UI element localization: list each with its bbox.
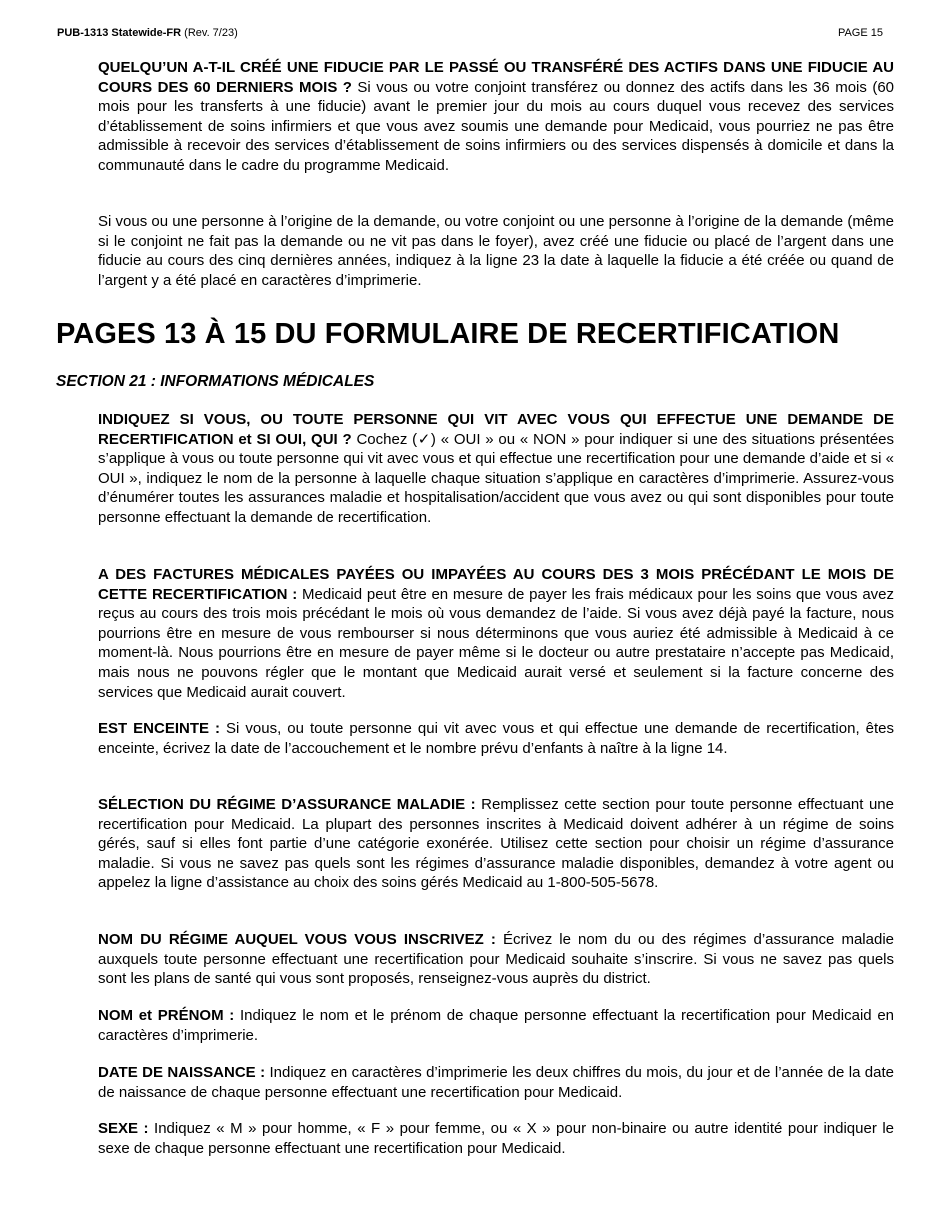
- paragraph-text: Si vous, ou toute personne qui vit avec vous et qui effectue une demande de recertification, êtes enceinte, écrivez la date de l’accouchement et le nombre prévu d’enfants à naître à la ligne 14.: [98, 720, 894, 757]
- paragraph-plan-name: [98, 930, 894, 989]
- paragraph-heading: SEXE :: [98, 1120, 149, 1137]
- intro-paragraph-trust: [98, 58, 894, 176]
- paragraph-text: Cochez (✓) « OUI » ou « NON » pour indiquer si une des situations présentées s’applique à vous ou toute personne qui vit avec vous et qui effectue une recertification pour une demande d’aide et si « OUI », indiquez le nom de la personne à laquelle chaque situation s’applique en caractères d’imprimerie. Assurez-vous d’énumérer toutes les assurances maladie et hospitalisation/accident que vous avez ou qui sont disponibles pour toute personne effectuant la demande de recertification.: [98, 430, 895, 526]
- paragraph-heading: A DES FACTURES MÉDICALES PAYÉES OU IMPAYÉES AU COURS DES 3 MOIS PRÉCÉDANT LE MOIS DE CETTE RECERTIFICATION :: [98, 566, 894, 603]
- paragraph-text: Medicaid peut être en mesure de payer les frais médicaux pour les soins que vous avez reçus au cours des trois mois précédant le mois où vous demandez de l’aide. Si vous avez déjà payé la facture, nous pourrions être en mesure de vous rembourser si nous déterminons que vous auriez été admissible à Medicaid à ce moment-là. Nous pourrions être en mesure de payer même si le docteur ou autre prestataire n’accepte pas Medicaid, mais nous ne pouvons régler que le montant que Medicaid aurait versé et seulement si la facture concerne des services que Medicaid aurait couvert.: [98, 585, 894, 701]
- paragraph-heading: EST ENCEINTE :: [98, 720, 221, 737]
- paragraph-text: Indiquez en caractères d’imprimerie les deux chiffres du mois, du jour et de l’année de la date de naissance de chaque personne effectuant une recertification pour Medicaid.: [98, 1064, 895, 1101]
- paragraph-text: Si vous ou votre conjoint transférez ou donnez des actifs dans les 36 mois (60 mois pour les transferts à une fiducie) avant le premier jour du mois au cours duquel vous recevez des services d’établissement de soins infirmiers et que vous avez soumis une demande pour Medicaid, vous pourriez ne pas être admissible à recevoir des services d’établissement de soins infirmiers ou des services dispensés à domicile et dans la communauté dans le cadre du programme Medicaid.: [98, 78, 895, 174]
- paragraph-recertification-who: [98, 410, 894, 528]
- paragraph-heading: QUELQU’UN A-T-IL CRÉÉ UNE FIDUCIE PAR LE PASSÉ OU TRANSFÉRÉ DES ACTIFS DANS UNE FIDUCIE AU COURS DES 60 DERNIERS MOIS ?: [98, 59, 894, 96]
- form-revision: (Rev. 7/23): [184, 27, 238, 39]
- paragraph-heading: INDIQUEZ SI VOUS, OU TOUTE PERSONNE QUI VIT AVEC VOUS QUI EFFECTUE UNE DEMANDE DE RECERTIFICATION et SI OUI, QUI ?: [98, 411, 894, 448]
- paragraph-sex: [98, 1119, 894, 1158]
- section-heading: SECTION 21 : INFORMATIONS MÉDICALES: [56, 373, 375, 390]
- paragraph-birth-date: [98, 1063, 894, 1102]
- paragraph-heading: DATE DE NAISSANCE :: [98, 1064, 266, 1081]
- paragraph-health-plan-selection: [98, 795, 894, 893]
- form-code: PUB-1313 Statewide-FR: [57, 27, 182, 39]
- paragraph-medical-bills: [98, 565, 894, 702]
- paragraph-text: Écrivez le nom du ou des régimes d’assurance maladie auxquels toute personne effectuant une recertification pour Medicaid souhaite s’inscrire. Si vous ne savez pas quels sont les plans de santé qui vous sont proposés, renseignez-vous auprès du district.: [98, 931, 894, 988]
- intro-paragraph-trust-date: [98, 212, 894, 290]
- paragraph-text: Si vous ou une personne à l’origine de la demande, ou votre conjoint ou une personne à l’origine de la demande (même si le conjoint ne fait pas la demande ou ne vit pas dans le foyer), avez créé une fiducie ou placé de l’argent dans une fiducie au cours des cinq dernières années, indiquez à la ligne 23 la date à laquelle la fiducie a été créée ou quand de l’argent y a été placé en caractères d’imprimerie.: [98, 213, 894, 289]
- paragraph-heading: NOM et PRÉNOM :: [98, 1007, 235, 1024]
- paragraph-text: Indiquez « M » pour homme, « F » pour femme, ou « X » pour non-binaire ou autre identité pour indiquer le sexe de chaque personne effectuant une recertification pour Medicaid.: [98, 1120, 895, 1157]
- paragraph-text: Remplissez cette section pour toute personne effectuant une recertification pour Medicaid. La plupart des personnes inscrites à Medicaid doivent adhérer à un régime de soins gérés, sauf si elles font partie d’une catégorie exonérée. Utilisez cette section pour choisir un régime d’assurance maladie. Si vous ne savez pas quels sont les régimes d’assurance maladie disponibles, demandez à votre agent ou appelez la ligne d’assistance au choix des soins gérés Medicaid au 1-800-505-5678.: [98, 796, 894, 892]
- page-header: [57, 27, 883, 39]
- paragraph-name: [98, 1006, 894, 1045]
- paragraph-heading: SÉLECTION DU RÉGIME D’ASSURANCE MALADIE :: [98, 796, 476, 813]
- page-title: PAGES 13 À 15 DU FORMULAIRE DE RECERTIFICATION: [56, 318, 840, 350]
- paragraph-heading: NOM DU RÉGIME AUQUEL VOUS VOUS INSCRIVEZ :: [98, 931, 496, 948]
- paragraph-pregnant: [98, 719, 894, 758]
- paragraph-text: Indiquez le nom et le prénom de chaque personne effectuant la recertification pour Medicaid en caractères d’imprimerie.: [98, 1007, 895, 1044]
- page-number: PAGE 15: [837, 27, 883, 39]
